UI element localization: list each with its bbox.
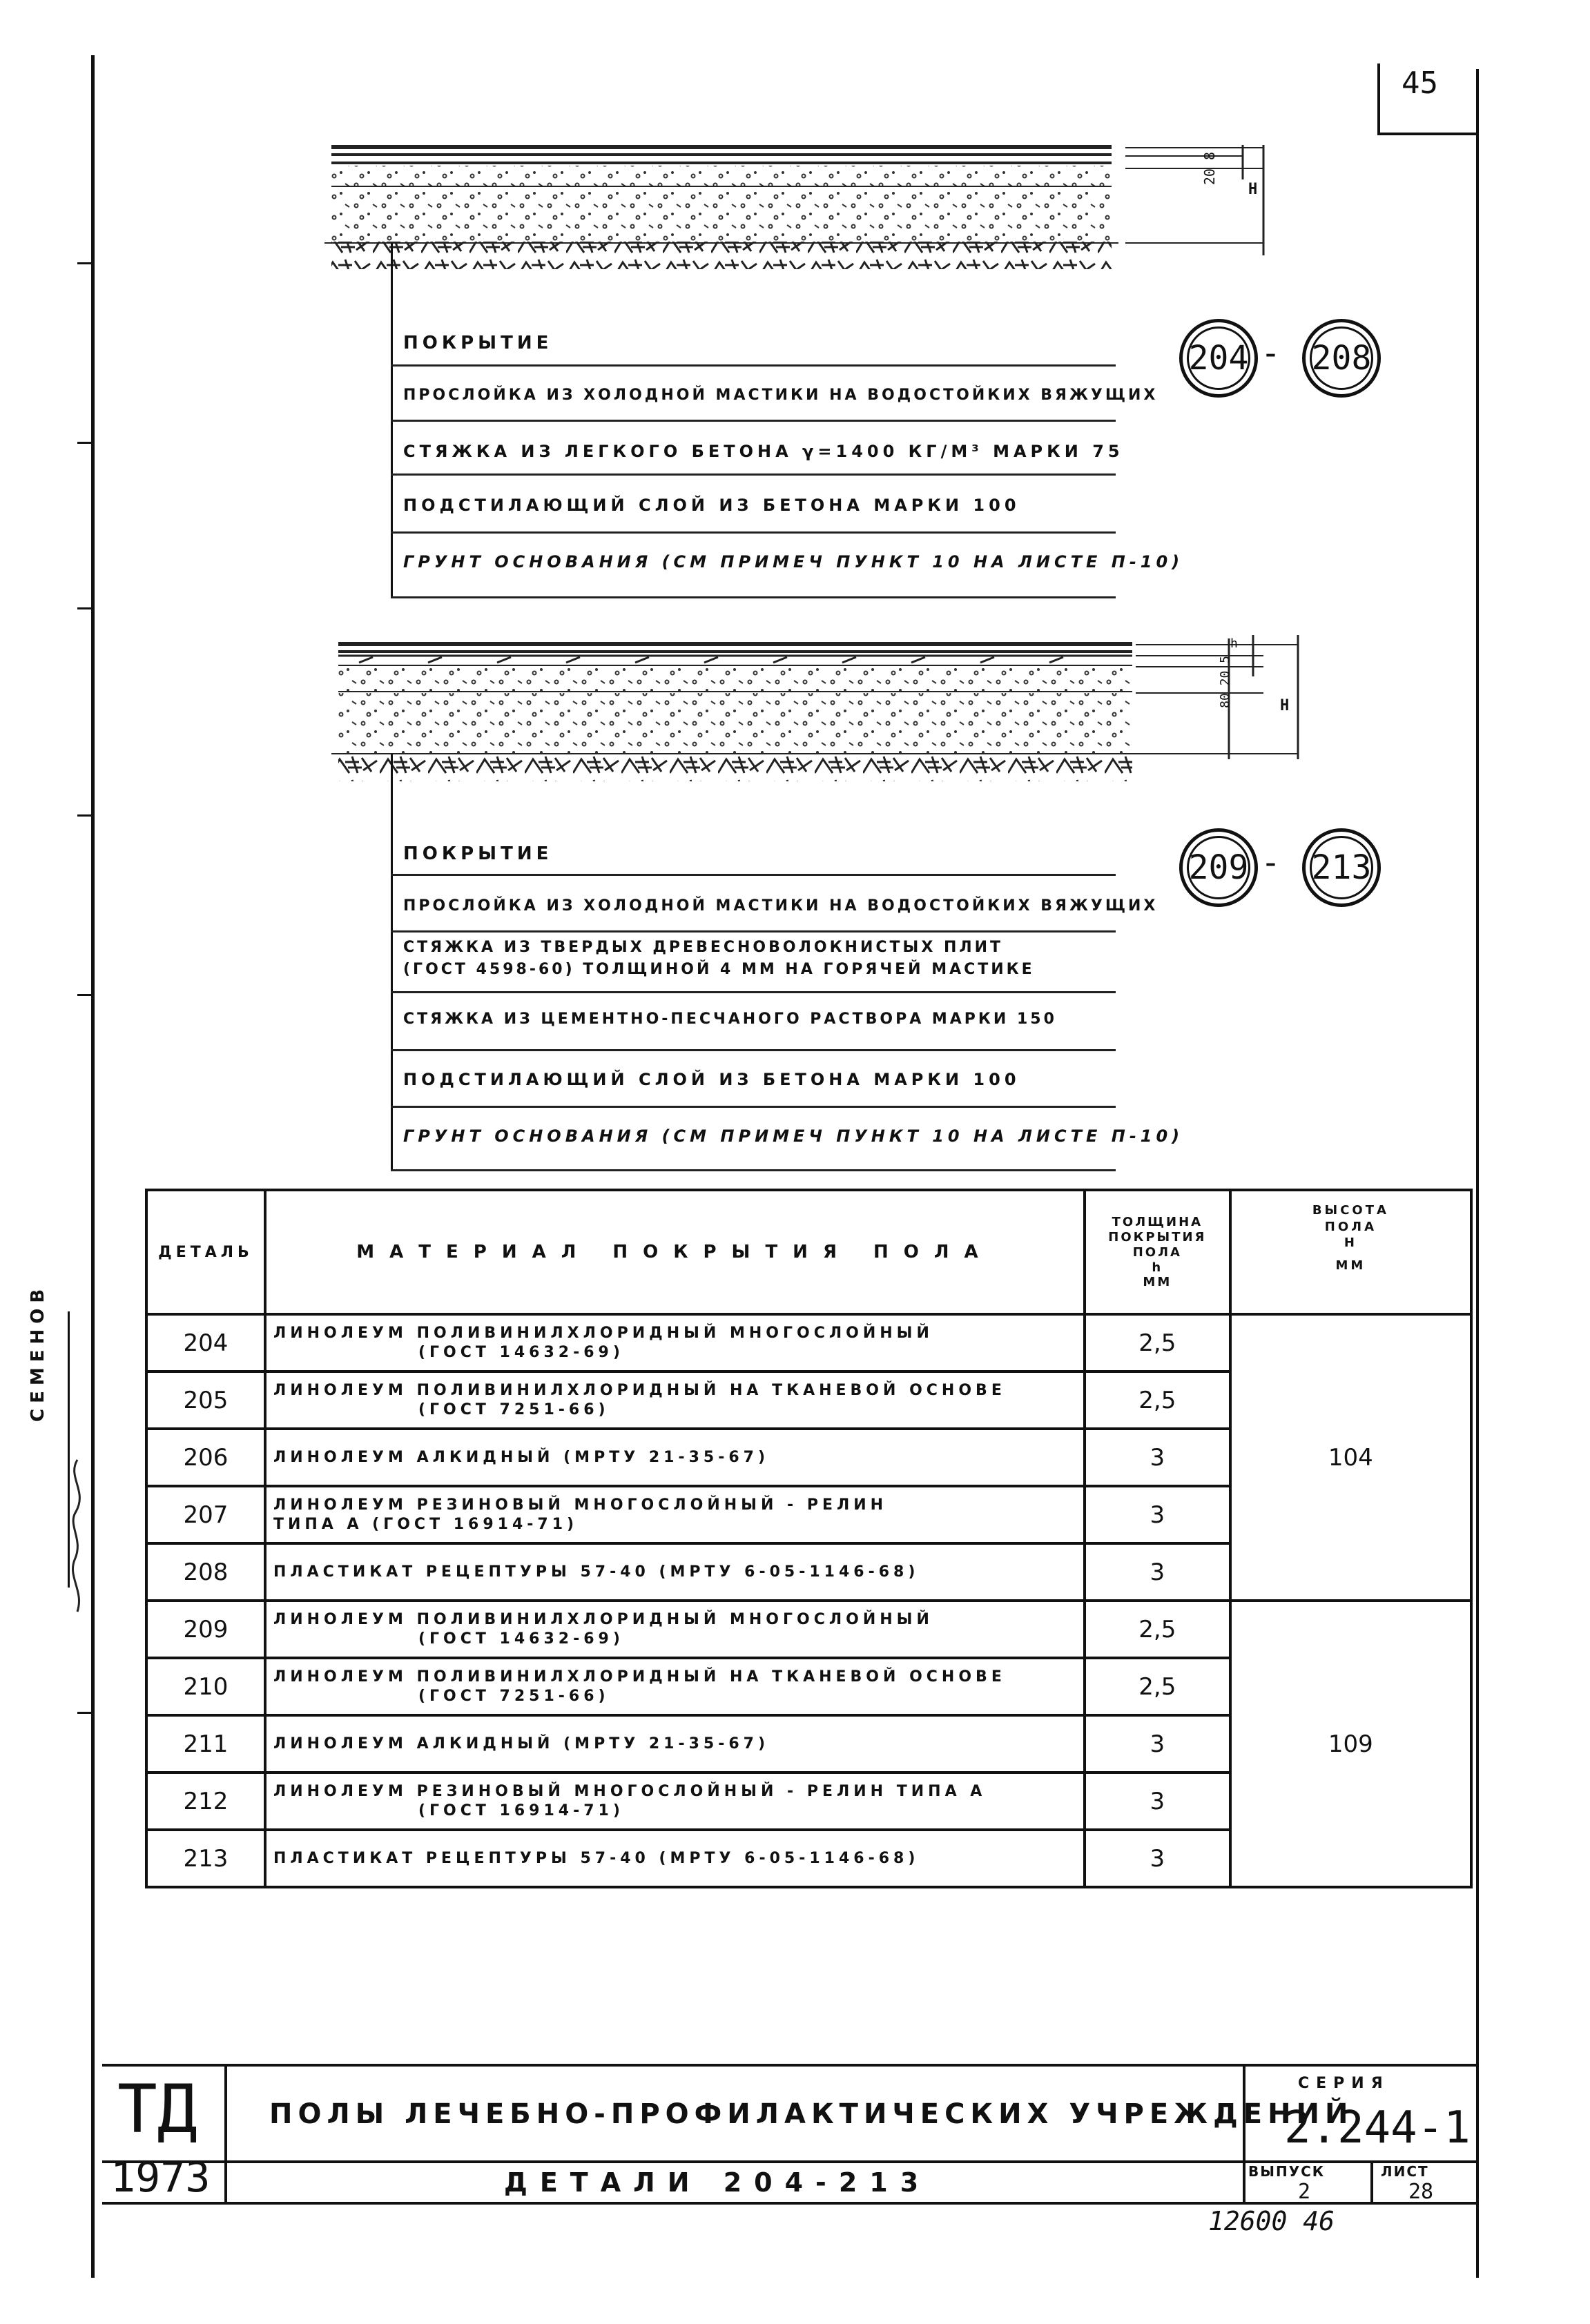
year: 1973 bbox=[110, 2154, 211, 2202]
issue-value: 2 bbox=[1298, 2180, 1311, 2204]
section2-detail-to bbox=[1302, 828, 1381, 907]
row-thickness: 3 bbox=[1085, 1773, 1230, 1830]
margin-tick bbox=[77, 442, 93, 444]
material-line-2: (ГОСТ 14632-69) bbox=[418, 1630, 624, 1648]
drawing-title: ПОЛЫ ЛЕЧЕБНО-ПРОФИЛАКТИЧЕСКИХ УЧРЕЖДЕНИЙ bbox=[269, 2098, 1354, 2130]
section2-rule bbox=[391, 1106, 1116, 1108]
row-thickness: 2,5 bbox=[1085, 1371, 1230, 1429]
row-material bbox=[265, 1601, 1085, 1658]
material-line-1: ПЛАСТИКАТ РЕЦЕПТУРЫ 57-40 (МРТУ 6-05-1146-68) bbox=[273, 1563, 920, 1581]
material-line-2: (ГОСТ 14632-69) bbox=[418, 1343, 624, 1361]
material-line-2: (ГОСТ 16914-71) bbox=[418, 1801, 624, 1819]
row-detail: 206 bbox=[146, 1429, 265, 1486]
material-line-1: ЛИНОЛЕУМ РЕЗИНОВЫЙ МНОГОСЛОЙНЫЙ - РЕЛИН ТИПА А bbox=[273, 1782, 987, 1800]
section2-detail-dash: - bbox=[1261, 843, 1281, 882]
section2-layer-4: СТЯЖКА ИЗ ЦЕМЕНТНО-ПЕСЧАНОГО РАСТВОРА МАРКИ 150 bbox=[403, 1010, 1057, 1028]
section1-dims-label: 20 8 bbox=[1201, 152, 1218, 186]
row-material bbox=[265, 1429, 1085, 1486]
section1-layer-5: ГРУНТ ОСНОВАНИЯ (СМ ПРИМЕЧ ПУНКТ 10 НА ЛИСТЕ П-10) bbox=[403, 552, 1184, 572]
table-row bbox=[146, 1314, 1471, 1371]
material-line-1: ЛИНОЛЕУМ ПОЛИВИНИЛХЛОРИДНЫЙ НА ТКАНЕВОЙ ОСНОВЕ bbox=[273, 1668, 1006, 1686]
row-material bbox=[265, 1658, 1085, 1715]
row-material bbox=[265, 1715, 1085, 1773]
material-line-2: ТИПА А (ГОСТ 16914-71) bbox=[273, 1515, 579, 1533]
drawing-subtitle: ДЕТАЛИ 204-213 bbox=[504, 2167, 931, 2198]
header-material-text: МАТЕРИАЛ ПОКРЫТИЯ ПОЛА bbox=[356, 1242, 993, 1262]
row-material bbox=[265, 1773, 1085, 1830]
row-thickness: 3 bbox=[1085, 1715, 1230, 1773]
section2-layer-5: ПОДСТИЛАЮЩИЙ СЛОЙ ИЗ БЕТОНА МАРКИ 100 bbox=[403, 1070, 1020, 1089]
detail-number: 208 bbox=[1311, 339, 1372, 378]
materials-table bbox=[145, 1189, 1473, 1888]
row-detail: 211 bbox=[146, 1715, 265, 1773]
detail-number: 213 bbox=[1311, 848, 1372, 887]
section1-layer-4: ПОДСТИЛАЮЩИЙ СЛОЙ ИЗ БЕТОНА МАРКИ 100 bbox=[403, 496, 1020, 515]
series-value: 2.244-1 bbox=[1284, 2102, 1471, 2154]
header-thickness-sym: h bbox=[1152, 1260, 1163, 1275]
title-block-divider bbox=[1370, 2160, 1373, 2202]
section2-rule bbox=[391, 930, 1116, 932]
margin-tick bbox=[77, 994, 93, 996]
height-group-2: 109 bbox=[1230, 1601, 1471, 1887]
row-thickness: 2,5 bbox=[1085, 1314, 1230, 1371]
section1-detail-to bbox=[1302, 319, 1381, 398]
header-height-unit: ММ bbox=[1335, 1258, 1366, 1273]
material-line-1: ЛИНОЛЕУМ ПОЛИВИНИЛХЛОРИДНЫЙ НА ТКАНЕВОЙ ОСНОВЕ bbox=[273, 1381, 1006, 1399]
sheet-label: ЛИСТ bbox=[1381, 2163, 1429, 2180]
section1-rule bbox=[391, 596, 1116, 598]
section2-rule bbox=[391, 1049, 1116, 1051]
section1-rule bbox=[391, 531, 1116, 534]
section2-rule bbox=[391, 1169, 1116, 1171]
header-height-sym: H bbox=[1344, 1236, 1357, 1250]
title-block-divider bbox=[1243, 2064, 1245, 2202]
row-detail: 204 bbox=[146, 1314, 265, 1371]
signature-scribble bbox=[64, 1456, 91, 1615]
margin-tick bbox=[77, 607, 93, 609]
header-detail-text: ДЕТАЛЬ bbox=[158, 1243, 253, 1261]
section2-rule bbox=[391, 991, 1116, 993]
section2-dim-H: H bbox=[1280, 697, 1290, 714]
section1-layer-1: ПОКРЫТИЕ bbox=[403, 333, 553, 353]
section1-rule bbox=[391, 364, 1116, 367]
section2-dim-h: h bbox=[1230, 636, 1238, 651]
material-line-1: ПЛАСТИКАТ РЕЦЕПТУРЫ 57-40 (МРТУ 6-05-1146-68) bbox=[273, 1849, 920, 1867]
issue-label: ВЫПУСК bbox=[1248, 2163, 1326, 2180]
section1-layer-2: ПРОСЛОЙКА ИЗ ХОЛОДНОЙ МАСТИКИ НА ВОДОСТОЙКИХ ВЯЖУЩИХ bbox=[403, 387, 1158, 404]
row-thickness: 2,5 bbox=[1085, 1601, 1230, 1658]
row-thickness: 3 bbox=[1085, 1429, 1230, 1486]
header-height-text: ВЫСОТА ПОЛА bbox=[1312, 1203, 1389, 1234]
material-line-1: ЛИНОЛЕУМ АЛКИДНЫЙ (МРТУ 21-35-67) bbox=[273, 1735, 769, 1752]
header-detail bbox=[146, 1190, 265, 1314]
archive-number: 12600 46 bbox=[1208, 2206, 1335, 2236]
floor-section-1 bbox=[324, 138, 1319, 276]
org-code: ТД bbox=[117, 2071, 197, 2148]
row-material bbox=[265, 1314, 1085, 1371]
section2-detail-from bbox=[1179, 828, 1258, 907]
margin-tick bbox=[77, 814, 93, 817]
header-thickness-text: ТОЛЩИНА ПОКРЫТИЯ ПОЛА bbox=[1108, 1215, 1207, 1260]
section2-rule bbox=[391, 874, 1116, 876]
row-thickness: 2,5 bbox=[1085, 1658, 1230, 1715]
row-thickness: 3 bbox=[1085, 1486, 1230, 1543]
section1-detail-from bbox=[1179, 319, 1258, 398]
side-stamp-label: СЕМЕНОВ bbox=[28, 1283, 48, 1422]
header-thickness bbox=[1085, 1190, 1230, 1314]
row-detail: 205 bbox=[146, 1371, 265, 1429]
floor-section-2 bbox=[331, 635, 1326, 787]
header-thickness-unit: ММ bbox=[1143, 1275, 1172, 1289]
sheet-value: 28 bbox=[1408, 2180, 1434, 2204]
material-line-1: ЛИНОЛЕУМ АЛКИДНЫЙ (МРТУ 21-35-67) bbox=[273, 1448, 769, 1466]
material-line-2: (ГОСТ 7251-66) bbox=[418, 1400, 610, 1418]
material-line-1: ЛИНОЛЕУМ РЕЗИНОВЫЙ МНОГОСЛОЙНЫЙ - РЕЛИН bbox=[273, 1496, 888, 1514]
row-detail: 210 bbox=[146, 1658, 265, 1715]
row-material bbox=[265, 1371, 1085, 1429]
row-material bbox=[265, 1830, 1085, 1887]
header-height bbox=[1230, 1190, 1471, 1314]
frame-right bbox=[1476, 69, 1479, 2278]
section2-layer-6: ГРУНТ ОСНОВАНИЯ (СМ ПРИМЕЧ ПУНКТ 10 НА ЛИСТЕ П-10) bbox=[403, 1126, 1184, 1146]
material-line-2: (ГОСТ 7251-66) bbox=[418, 1687, 610, 1705]
series-label: СЕРИЯ bbox=[1298, 2075, 1390, 2092]
section1-rule bbox=[391, 420, 1116, 422]
section1-rule bbox=[391, 473, 1116, 476]
margin-tick bbox=[77, 262, 93, 264]
row-detail: 213 bbox=[146, 1830, 265, 1887]
row-detail: 212 bbox=[146, 1773, 265, 1830]
frame-left bbox=[91, 55, 95, 2278]
row-detail: 207 bbox=[146, 1486, 265, 1543]
margin-tick bbox=[77, 1712, 93, 1714]
row-detail: 208 bbox=[146, 1543, 265, 1601]
page-number: 45 bbox=[1402, 66, 1438, 101]
section1-detail-dash: - bbox=[1261, 334, 1281, 373]
header-material bbox=[265, 1190, 1085, 1314]
row-thickness: 3 bbox=[1085, 1543, 1230, 1601]
table-row bbox=[146, 1601, 1471, 1658]
section2-layer-2: ПРОСЛОЙКА ИЗ ХОЛОДНОЙ МАСТИКИ НА ВОДОСТОЙКИХ ВЯЖУЩИХ bbox=[403, 897, 1158, 915]
material-line-1: ЛИНОЛЕУМ ПОЛИВИНИЛХЛОРИДНЫЙ МНОГОСЛОЙНЫЙ bbox=[273, 1324, 933, 1342]
row-thickness: 3 bbox=[1085, 1830, 1230, 1887]
title-block-divider bbox=[224, 2064, 227, 2202]
section1-layer-3: СТЯЖКА ИЗ ЛЕГКОГО БЕТОНА γ=1400 КГ/М³ МАРКИ 75 bbox=[403, 442, 1124, 461]
detail-number: 209 bbox=[1188, 848, 1249, 887]
row-material bbox=[265, 1543, 1085, 1601]
section2-layer-1: ПОКРЫТИЕ bbox=[403, 843, 553, 864]
table-header-row bbox=[146, 1190, 1471, 1314]
height-group-1: 104 bbox=[1230, 1314, 1471, 1601]
detail-number: 204 bbox=[1188, 339, 1249, 378]
row-material bbox=[265, 1486, 1085, 1543]
section2-layer-3a: СТЯЖКА ИЗ ТВЕРДЫХ ДРЕВЕСНОВОЛОКНИСТЫХ ПЛИТ bbox=[403, 939, 1004, 956]
row-detail: 209 bbox=[146, 1601, 265, 1658]
section2-dims-label: 80 20 5 bbox=[1218, 656, 1232, 708]
section2-layer-3b: (ГОСТ 4598-60) ТОЛЩИНОЙ 4 ММ НА ГОРЯЧЕЙ МАСТИКЕ bbox=[403, 961, 1035, 978]
section2-leader bbox=[391, 754, 393, 1171]
material-line-1: ЛИНОЛЕУМ ПОЛИВИНИЛХЛОРИДНЫЙ МНОГОСЛОЙНЫЙ bbox=[273, 1610, 933, 1628]
section1-dim-H: H bbox=[1248, 181, 1258, 198]
